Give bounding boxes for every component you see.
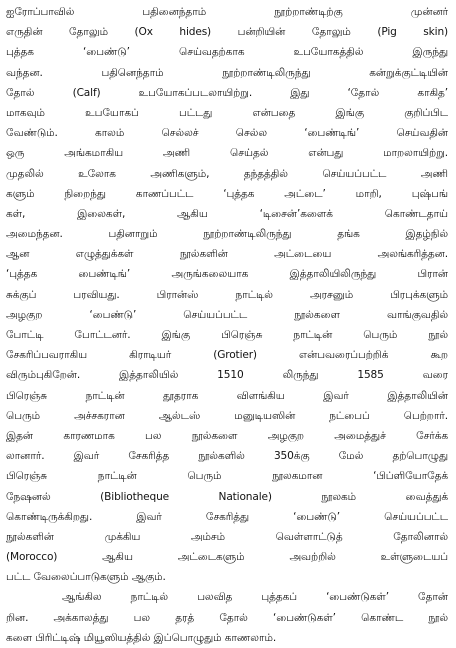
text-line: வந்தன. பதினெந்தாம் நூற்றாண்டிலிருந்து கன்றுக்குட்டியின் [6,66,448,79]
text-line: லானார். இவர் சேகரித்த நூல்களில் 350க்கு மேல் தற்பொழுது [6,450,448,463]
text-line: பிரெஞ்சு நாட்டின் பெரும் நூலகமான ‘பிப்ளியோதேக் [6,470,448,483]
text-line: சுக்குப் பரவியது. பிரான்ஸ் நாட்டில் அரசனும் பிரபுக்களும் [6,288,448,301]
text-line: களும் நிறைந்து காணப்பட்ட ‘புத்தக அட்டை’ மாறி, புஷ்பங் [6,187,448,200]
text-line: மாகவும் உபயோகப் பட்டது என்பதை இங்கு குறிப்பிட [6,106,448,119]
text-line: இதன் காரணமாக பல நூல்களை அழகுற அமைத்துச் சேர்க்க [6,429,448,442]
text-line: எருதின் தோலும் (Ox hides) பன்றியின் தோலும் (Pig skin) [6,26,448,39]
text-line: பிரெஞ்சு நாட்டின் தூதராக விளங்கிய இவர் இத்தாலியின் [6,389,448,402]
text-line: சேகரிப்பவராகிய கிராடியர் (Grotier) என்பவரைப்பற்றிக் கூற [6,349,448,362]
text-line: விரும்புகிறேன். இத்தாலியில் 1510 லிருந்து 1585 வரை [6,369,448,382]
text-line: கொண்டிருக்கிறது. இவர் சேகரித்து ‘பைண்டு’ செய்யப்பட்ட [6,510,448,523]
text-line: அழகுற ‘பைண்டு’ செய்யப்பட்ட நூல்களை வாங்குவதில் [6,308,448,321]
text-line: ஆங்கில நாட்டில் பலவித புத்தகப் ‘பைண்டுகள்’ தோன் [62,591,448,604]
text-line: ஆன எழுத்துக்கள் நூல்களின் அட்டையை அலங்கரித்தன. [6,248,448,261]
text-line: ஐரோப்பாவில் பதினைந்தாம் நூற்றாண்டிற்கு முன்னர் [6,6,448,18]
text-line: களை பிரிட்டிஷ் மியூஸியத்தில் இப்பொழுதும் காணலாம். [6,631,277,644]
text-line: போட்டி போட்டனர். இங்கு பிரெஞ்சு நாட்டின் பெரும் நூல் [6,329,448,341]
paragraph-english-bindings [6,587,448,648]
text-line: நூல்களின் முக்கிய அம்சம் வெள்ளாட்டுத் தோலினால் [6,530,448,543]
text-line: அமைந்தன. பதினாறும் நூற்றாண்டிலிருந்து தங்க இதழ்நில் [6,228,448,241]
text-line: (Morocco) ஆகிய அட்டைகளும் அவற்றில் உள்ளுடையப் [6,551,448,564]
text-line: பெரும் அச்சகரான ஆல்டஸ் மனுடியஸின் நட்பைப் பெற்றார். [6,409,448,422]
text-line: முதலில் உலோக அணிகளும், தந்தத்தில் செய்யப்பட்ட அணி [6,167,448,180]
text-line: வேண்டும். காலம் செல்லச் செல்ல ‘பைண்டிங்’ செய்வதின் [6,127,448,140]
text-line: ‘புத்தக பைண்டிங்’ அருங்கலையாக இத்தாலியிலிருந்து பிரான் [6,268,448,281]
text-line: ஒரு அங்கமாகிய அணி செய்தல் என்பது மாறலாயிற்று. [6,147,448,160]
text-line: றின. அக்காலத்து பல தரத் தோல் ‘பைண்டுகள்’ கொண்ட நூல் [6,611,448,624]
text-line: புத்தக ‘பைண்டு’ செய்வதற்காக உபயோகத்தில் இருந்து [6,46,448,59]
text-line: கள், இலைகள், ஆகிய ‘டிசைன்’களைக் கொண்டதாய் [6,207,448,220]
text-line: பட்ட வேலைப்பாடுகளும் ஆகும். [6,571,166,584]
text-line: தோல் (Calf) உபயோகப்படலாயிற்று. இது ‘தோல் காகித’ [6,86,448,99]
text-line: நேஷனல் (Bibliotheque Nationale) நூலகம் வைத்துக் [6,490,448,503]
paragraph-binding-history [6,2,448,587]
